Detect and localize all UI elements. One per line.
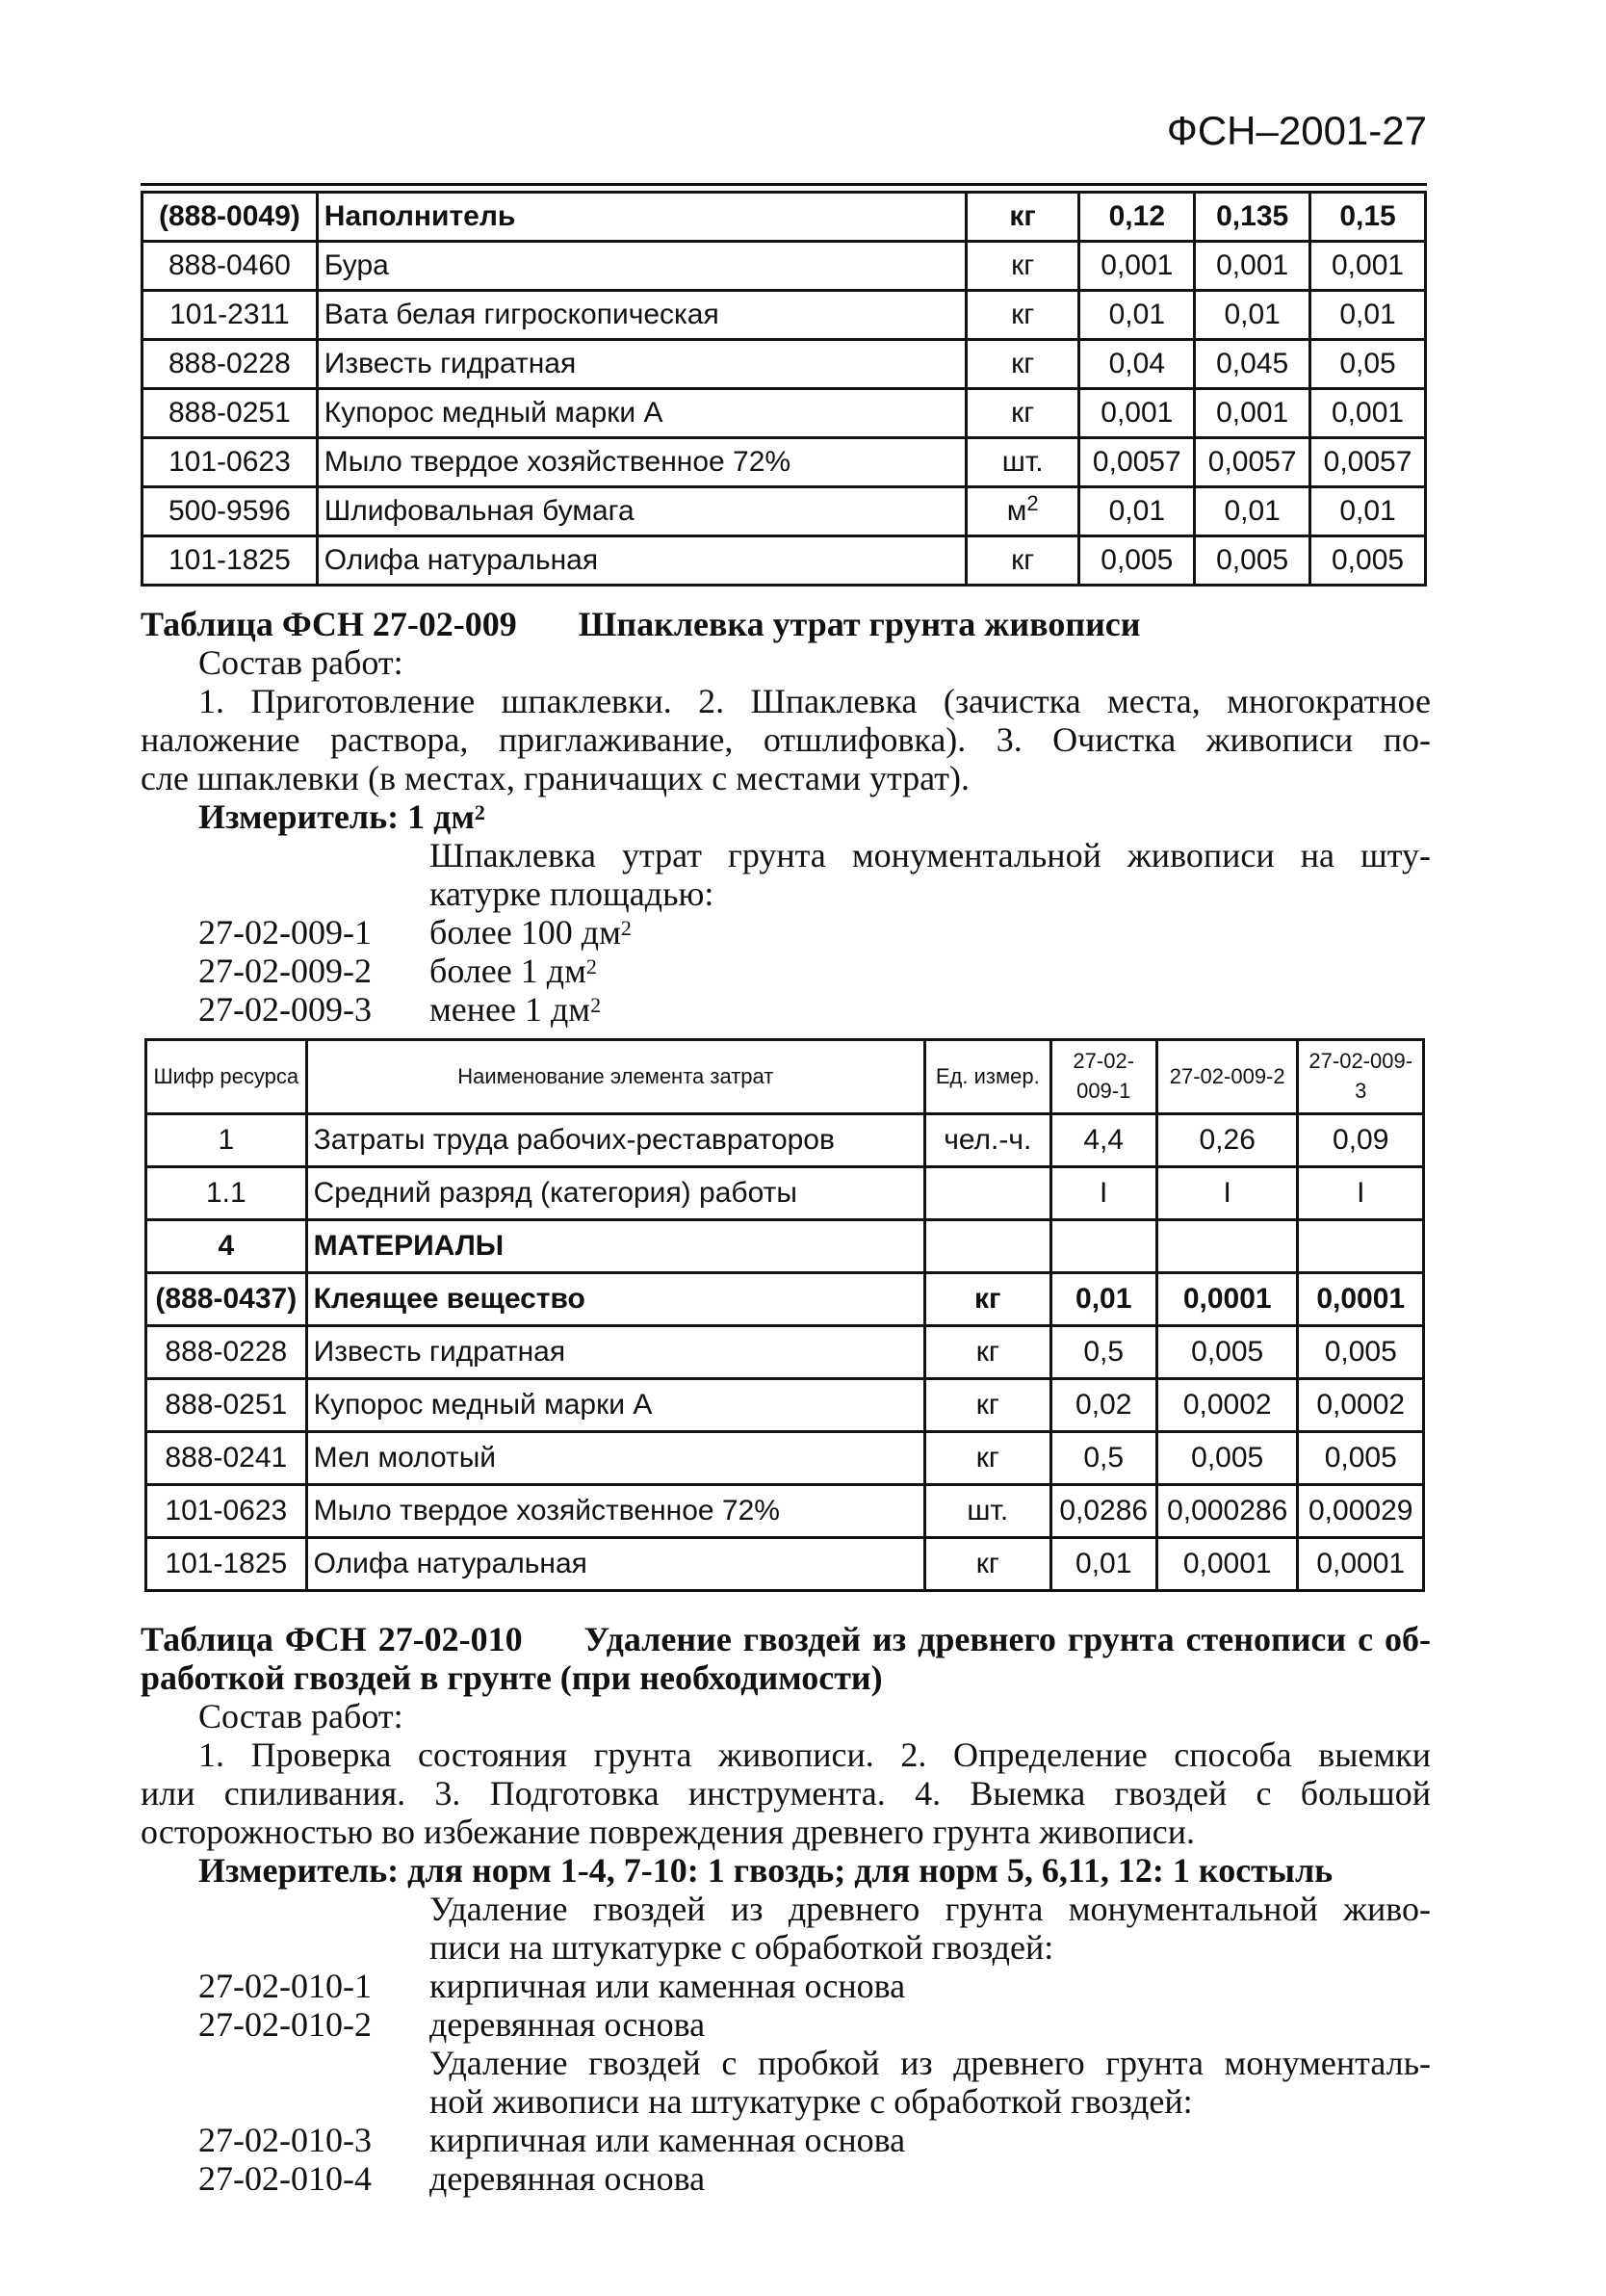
cell-unit: кг (925, 1273, 1050, 1326)
norm-code: 27-02-010-3 (198, 2121, 372, 2159)
cell-value-1: 4,4 (1050, 1114, 1156, 1167)
cell-name: Средний разряд (категория) работы (306, 1167, 924, 1220)
cell-code: 101-2311 (142, 291, 318, 340)
cell-value-2: 0,01 (1195, 487, 1310, 536)
cell-value-2: 0,0001 (1156, 1538, 1298, 1591)
cell-code: 888-0251 (142, 389, 318, 438)
norm-text: кирпичная или каменная основа (429, 1967, 906, 2005)
cell-value-2: 0,001 (1195, 389, 1310, 438)
cell-value-1: 0,001 (1079, 389, 1195, 438)
cell-value-1: 0,5 (1050, 1432, 1156, 1485)
composition-label: Состав работ: (198, 1697, 403, 1735)
cell-unit: кг (925, 1538, 1050, 1591)
table-row (142, 242, 1426, 291)
norm-item (141, 2005, 1431, 2044)
norm-code: 27-02-009-2 (198, 952, 372, 990)
cell-unit: шт. (925, 1485, 1050, 1538)
norm-code: 27-02-009-3 (198, 990, 372, 1029)
header-code: Шифр ресурса (146, 1040, 307, 1114)
description-line: катурке площадью: (429, 874, 714, 913)
cell-value-3: 0,001 (1310, 242, 1426, 291)
cell-value-2: 0,01 (1195, 291, 1310, 340)
header-col-3: 27-02-009-3 (1298, 1040, 1424, 1114)
cell-code: 888-0241 (146, 1432, 307, 1485)
section-009 (141, 605, 1431, 1029)
cell-unit: кг (925, 1326, 1050, 1379)
norm-item (141, 913, 1431, 952)
composition-line: осторожностью во избежание повреждения древнего грунта живописи. (141, 1813, 1195, 1851)
header-col-2: 27-02-009-2 (1156, 1040, 1298, 1114)
cell-value-3: I (1298, 1167, 1424, 1220)
measure-unit: Измеритель: 1 $дм^2$ (198, 797, 485, 836)
cell-name: Олифа натуральная (306, 1538, 924, 1591)
section-010 (141, 1620, 1431, 2198)
description-line: писи на штукатурке с обработкой гвоздей: (429, 1928, 1054, 1967)
cell-unit: кг (925, 1379, 1050, 1432)
cell-value-3: 0,005 (1310, 536, 1426, 586)
section-title (141, 1620, 1431, 1658)
cell-name: Известь гидратная (317, 340, 966, 389)
table-materials-continued (141, 191, 1427, 587)
cell-value-3: 0,0002 (1298, 1379, 1424, 1432)
header-name: Наименование элемента затрат (306, 1040, 924, 1114)
cell-name: Мыло твердое хозяйственное 72% (306, 1485, 924, 1538)
cell-value-2: 0,005 (1195, 536, 1310, 586)
cell-value-1: 0,0057 (1079, 438, 1195, 487)
cell-name: Купорос медный марки А (317, 389, 966, 438)
cell-value-1: 0,01 (1079, 291, 1195, 340)
norm-text: менее 1 $дм^2$ (429, 990, 602, 1029)
norm-item (141, 990, 1431, 1029)
table-row (146, 1432, 1424, 1485)
cell-value-1: 0,04 (1079, 340, 1195, 389)
cell-value-3: 0,05 (1310, 340, 1426, 389)
table-resources-009 (144, 1038, 1425, 1592)
header-col-1: 27-02-009-1 (1050, 1040, 1156, 1114)
cell-code: 888-0251 (146, 1379, 307, 1432)
cell-value-3: 0,15 (1310, 193, 1426, 242)
cell-code: 1.1 (146, 1167, 307, 1220)
cell-value-3: 0,00029 (1298, 1485, 1424, 1538)
table-row (146, 1379, 1424, 1432)
cell-value-2: 0,26 (1156, 1114, 1298, 1167)
cell-value-2: 0,135 (1195, 193, 1310, 242)
table-row (142, 340, 1426, 389)
cell-unit (925, 1167, 1050, 1220)
table-row (142, 193, 1426, 242)
table-row (142, 438, 1426, 487)
table-row (142, 536, 1426, 586)
table-row (146, 1538, 1424, 1591)
cell-value-2: 0,045 (1195, 340, 1310, 389)
cell-code: 101-0623 (142, 438, 318, 487)
header-rule (141, 183, 1427, 186)
norm-text: деревянная основа (429, 2159, 706, 2198)
cell-value-1: 0,0286 (1050, 1485, 1156, 1538)
cell-value-1 (1050, 1220, 1156, 1273)
cell-value-3: 0,01 (1310, 487, 1426, 536)
cell-name: Известь гидратная (306, 1326, 924, 1379)
cell-value-3: 0,0001 (1298, 1273, 1424, 1326)
cell-value-1: 0,01 (1079, 487, 1195, 536)
cell-unit: кг (966, 242, 1078, 291)
cell-code: 888-0228 (142, 340, 318, 389)
cell-value-1: 0,005 (1079, 536, 1195, 586)
cell-unit: кг (966, 340, 1078, 389)
composition-line: 1. Приготовление шпаклевки. 2. Шпаклевка (зачистка места, многократное (198, 682, 1431, 720)
table-title: Удаление гвоздей из древнего грунта стенописи с об- (583, 1620, 1431, 1658)
table-row (146, 1114, 1424, 1167)
cell-value-2: 0,0001 (1156, 1273, 1298, 1326)
composition-line: или спиливания. 3. Подготовка инструмента. 4. Выемка гвоздей с большой (141, 1774, 1431, 1813)
table-row (146, 1167, 1424, 1220)
cell-name: Олифа натуральная (317, 536, 966, 586)
cell-value-3: 0,005 (1298, 1326, 1424, 1379)
cell-value-1: I (1050, 1167, 1156, 1220)
composition-line: 1. Проверка состояния грунта живописи. 2. Определение способа выемки (198, 1735, 1431, 1774)
cell-unit: кг (966, 193, 1078, 242)
cell-value-3 (1298, 1220, 1424, 1273)
cell-code: 101-1825 (142, 536, 318, 586)
description-line: Удаление гвоздей из древнего грунта монументальной живо- (429, 1890, 1431, 1928)
norm-text: более 1 $дм^2$ (429, 952, 597, 990)
cell-code: (888-0437) (146, 1273, 307, 1326)
cell-code: 888-0228 (146, 1326, 307, 1379)
cell-code: 888-0460 (142, 242, 318, 291)
cell-unit: кг (966, 291, 1078, 340)
table-row (142, 389, 1426, 438)
norm-code: 27-02-010-1 (198, 1967, 372, 2005)
cell-unit: кг (966, 389, 1078, 438)
table-row (146, 1273, 1424, 1326)
cell-value-2: 0,0057 (1195, 438, 1310, 487)
description-line: ной живописи на штукатурке с обработкой гвоздей: (429, 2082, 1193, 2121)
cell-value-3: 0,09 (1298, 1114, 1424, 1167)
cell-value-1: 0,02 (1050, 1379, 1156, 1432)
table-header-row (146, 1040, 1424, 1114)
cell-unit: чел.-ч. (925, 1114, 1050, 1167)
norm-code: 27-02-010-2 (198, 2005, 372, 2044)
cell-value-1: 0,01 (1050, 1538, 1156, 1591)
table-row (146, 1485, 1424, 1538)
composition-line: сле шпаклевки (в местах, граничащих с местами утрат). (141, 759, 970, 797)
norm-text: более 100 $дм^2$ (429, 913, 632, 952)
cell-value-2 (1156, 1220, 1298, 1273)
description-line: Шпаклевка утрат грунта монументальной живописи на шту- (429, 836, 1431, 874)
cell-code: 500-9596 (142, 487, 318, 536)
section-title-line2: работкой гвоздей в грунте (при необходимости) (141, 1658, 883, 1697)
cell-name: Бура (317, 242, 966, 291)
cell-name: Мел молотый (306, 1432, 924, 1485)
norm-item (141, 952, 1431, 990)
table-label: Таблица ФСН 27-02-010 (141, 1620, 523, 1658)
cell-value-2: 0,001 (1195, 242, 1310, 291)
cell-name: Наполнитель (317, 193, 966, 242)
norm-item (141, 1967, 1431, 2005)
norm-code: 27-02-009-1 (198, 913, 372, 952)
cell-value-2: 0,000286 (1156, 1485, 1298, 1538)
cell-value-2: 0,005 (1156, 1326, 1298, 1379)
measure-unit: Измеритель: для норм 1-4, 7-10: 1 гвоздь; для норм 5, 6,11, 12: 1 костыль (198, 1851, 1334, 1890)
cell-value-3: 0,0001 (1298, 1538, 1424, 1591)
composition-label: Состав работ: (198, 643, 403, 682)
cell-name: Мыло твердое хозяйственное 72% (317, 438, 966, 487)
norm-item (141, 2121, 1431, 2159)
cell-name: Затраты труда рабочих-реставраторов (306, 1114, 924, 1167)
norm-code: 27-02-010-4 (198, 2159, 372, 2198)
cell-name: Шлифовальная бумага (317, 487, 966, 536)
document-header: ФСН–2001-27 (1166, 108, 1427, 153)
cell-value-1: 0,001 (1079, 242, 1195, 291)
cell-value-1: 0,12 (1079, 193, 1195, 242)
cell-value-3: 0,0057 (1310, 438, 1426, 487)
table-row (146, 1326, 1424, 1379)
cell-name: Вата белая гигроскопическая (317, 291, 966, 340)
table-row (146, 1220, 1424, 1273)
description-line: Удаление гвоздей с пробкой из древнего грунта монументаль- (429, 2044, 1431, 2082)
cell-code: 101-0623 (146, 1485, 307, 1538)
cell-unit: $м^2$ (966, 487, 1078, 536)
cell-name: Клеящее вещество (306, 1273, 924, 1326)
cell-value-1: 0,01 (1050, 1273, 1156, 1326)
norm-item (141, 2159, 1431, 2198)
header-unit: Ед. измер. (925, 1040, 1050, 1114)
table-title: Шпаклевка утрат грунта живописи (578, 605, 1141, 643)
cell-value-3: 0,005 (1298, 1432, 1424, 1485)
cell-value-3: 0,001 (1310, 389, 1426, 438)
table-row (142, 291, 1426, 340)
norm-text: кирпичная или каменная основа (429, 2121, 906, 2159)
table-row (142, 487, 1426, 536)
cell-name: Купорос медный марки А (306, 1379, 924, 1432)
cell-code: (888-0049) (142, 193, 318, 242)
cell-value-2: I (1156, 1167, 1298, 1220)
cell-unit: шт. (966, 438, 1078, 487)
cell-value-2: 0,005 (1156, 1432, 1298, 1485)
cell-unit: кг (966, 536, 1078, 586)
cell-code: 4 (146, 1220, 307, 1273)
cell-value-2: 0,0002 (1156, 1379, 1298, 1432)
section-title (141, 605, 1431, 643)
cell-name: МАТЕРИАЛЫ (306, 1220, 924, 1273)
cell-value-3: 0,01 (1310, 291, 1426, 340)
cell-unit (925, 1220, 1050, 1273)
cell-value-1: 0,5 (1050, 1326, 1156, 1379)
composition-line: наложение раствора, приглаживание, отшлифовка). 3. Очистка живописи по- (141, 720, 1431, 759)
table-label: Таблица ФСН 27-02-009 (141, 605, 517, 643)
norm-text: деревянная основа (429, 2005, 706, 2044)
cell-code: 101-1825 (146, 1538, 307, 1591)
cell-code: 1 (146, 1114, 307, 1167)
cell-unit: кг (925, 1432, 1050, 1485)
